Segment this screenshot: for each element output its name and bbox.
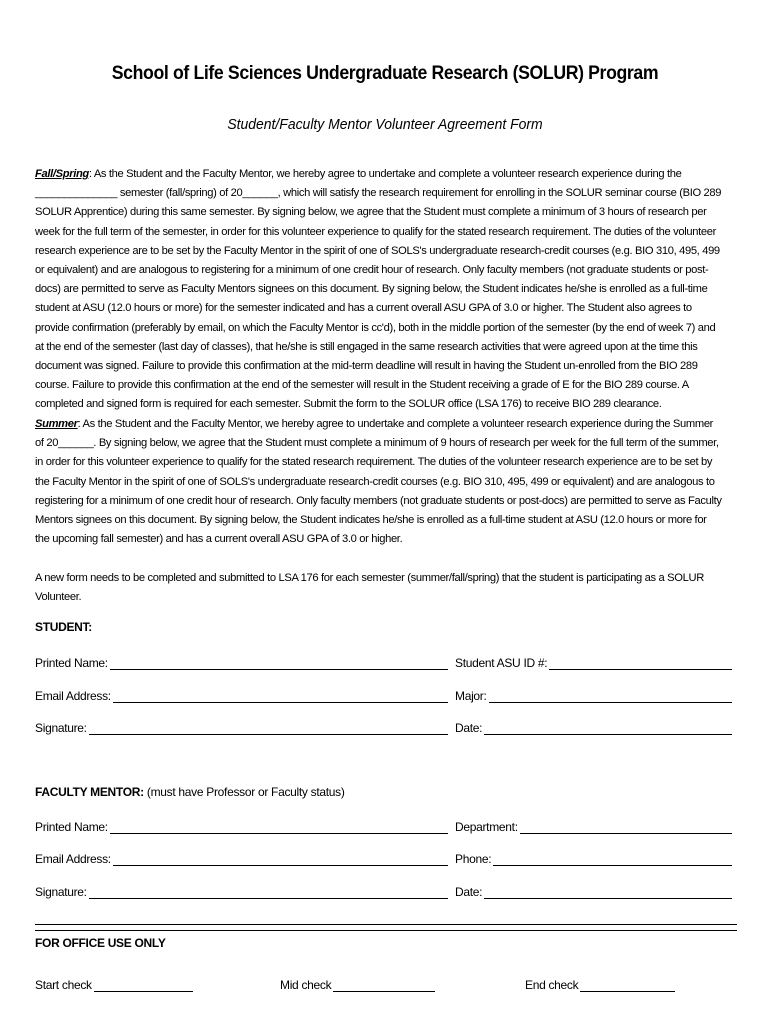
student-printed-name-field[interactable]: [35, 652, 448, 670]
student-asu-id-field[interactable]: [455, 652, 732, 670]
summer-paragraph: [35, 415, 723, 549]
student-major-field[interactable]: [455, 685, 732, 703]
faculty-email-field[interactable]: [35, 848, 448, 866]
faculty-date-label: Date:: [455, 885, 483, 899]
start-check-field[interactable]: [35, 974, 193, 992]
student-date-field[interactable]: [455, 717, 732, 735]
faculty-heading: [35, 785, 345, 799]
faculty-email-label: Email Address:: [35, 852, 111, 866]
faculty-department-field[interactable]: [455, 816, 732, 834]
faculty-signature-field[interactable]: [35, 881, 448, 899]
faculty-phone-line[interactable]: [493, 852, 732, 866]
faculty-department-label: Department:: [455, 820, 518, 834]
student-email-field[interactable]: [35, 685, 448, 703]
student-printed-name-label: Printed Name:: [35, 656, 108, 670]
student-heading: STUDENT:: [35, 620, 92, 634]
office-divider-bottom: [35, 930, 737, 931]
faculty-email-line[interactable]: [113, 852, 448, 866]
fall-spring-lead: Fall/Spring: [35, 168, 89, 180]
faculty-heading-label: FACULTY MENTOR:: [35, 785, 144, 799]
faculty-printed-name-label: Printed Name:: [35, 820, 108, 834]
fall-spring-paragraph: [35, 165, 723, 415]
fall-spring-text: : As the Student and the Faculty Mentor, we hereby agree to undertake and complete a volunteer research experience during the ______________ semester (fall/spring) of 20______, which will satisfy the research requirement for enrolling in the SOLUR seminar course (BIO 289 SOLUR Apprentice) during this same semester. By signing below, we agree that the Student must complete a minimum of 3 hours of research per week for the full term of the semester, in order for this volunteer experience to qualify for the stated research requirement. The duties of the volunteer research experience are to be set by the Faculty Mentor in the spirit of one of SOLS's undergraduate research-credit courses (e.g. BIO 310, 495, 499 or equivalent) and are analogous to registering for a minimum of one credit hour of research. Only faculty members (not graduate students or post-docs) are permitted to serve as Faculty Mentors signees on this document. By signing below, the Student indicates he/she is enrolled as a full-time student at ASU (12.0 hours or more) for the semester indicated and has a current overall ASU GPA of 3.0 or higher. The Student also agrees to provide confirmation (preferably by email, on which the Faculty Mentor is cc'd), both in the middle portion of the semester (by the end of week 7) and at the end of the semester (last day of classes), that he/she is still engaged in the same research activities that were agreed upon at the time this document was signed. Failure to provide this confirmation at the mid-term deadline will result in having the Student un-enrolled from the BIO 289 course. Failure to provide this confirmation at the end of the semester will result in the Student receiving a grade of E for the BIO 289 course. A completed and signed form is required for each semester. Submit the form to the SOLUR office (LSA 176) to receive BIO 289 clearance.: [35, 168, 722, 411]
student-printed-name-line[interactable]: [110, 656, 448, 670]
student-signature-label: Signature:: [35, 721, 87, 735]
student-date-line[interactable]: [484, 721, 732, 735]
faculty-signature-label: Signature:: [35, 885, 87, 899]
student-major-label: Major:: [455, 689, 487, 703]
student-asu-id-label: Student ASU ID #:: [455, 656, 548, 670]
student-signature-field[interactable]: [35, 717, 448, 735]
end-check-line[interactable]: [580, 978, 675, 992]
faculty-phone-field[interactable]: [455, 848, 732, 866]
student-date-label: Date:: [455, 721, 483, 735]
student-email-label: Email Address:: [35, 689, 111, 703]
faculty-printed-name-line[interactable]: [110, 820, 448, 834]
faculty-printed-name-field[interactable]: [35, 816, 448, 834]
form-title: School of Life Sciences Undergraduate Research (SOLUR) Program: [111, 63, 659, 84]
start-check-label: Start check: [35, 978, 92, 992]
office-heading: FOR OFFICE USE ONLY: [35, 936, 166, 950]
faculty-heading-note: (must have Professor or Faculty status): [143, 785, 345, 799]
end-check-field[interactable]: [525, 974, 675, 992]
student-email-line[interactable]: [113, 689, 448, 703]
faculty-department-line[interactable]: [520, 820, 732, 834]
student-major-line[interactable]: [489, 689, 732, 703]
start-check-line[interactable]: [94, 978, 193, 992]
new-form-note: A new form needs to be completed and submitted to LSA 176 for each semester (summer/fall/spring) that the student is participating as a SOLUR Volunteer.: [35, 572, 704, 604]
faculty-date-line[interactable]: [484, 885, 732, 899]
mid-check-line[interactable]: [333, 978, 435, 992]
faculty-signature-line[interactable]: [89, 885, 448, 899]
form-subtitle: Student/Faculty Mentor Volunteer Agreement Form: [227, 116, 543, 133]
summer-lead: Summer: [35, 418, 78, 430]
summer-text: : As the Student and the Faculty Mentor, we hereby agree to undertake and complete a volunteer research experience during the Summer of 20______. By signing below, we agree that the Student must complete a minimum of 9 hours of research per week for the full term of the summer, in order for this volunteer experience to qualify for the stated research requirement. The duties of the volunteer research experience are to be set by the Faculty Mentor in the spirit of one of SOLS's undergraduate research-credit courses (e.g. BIO 310, 495, 499 or equivalent) and are analogous to registering for a minimum of one credit hour of research. Only faculty members (not graduate students or post-docs) are permitted to serve as Faculty Mentors signees on this document. By signing below, the Student indicates he/she is enrolled as a full-time student at ASU (12.0 hours or more for the upcoming fall semester) and has a current overall ASU GPA of 3.0 or higher.: [35, 418, 722, 546]
faculty-date-field[interactable]: [455, 881, 732, 899]
student-signature-line[interactable]: [89, 721, 448, 735]
end-check-label: End check: [525, 978, 579, 992]
office-divider-top: [35, 924, 737, 925]
student-asu-id-line[interactable]: [549, 656, 732, 670]
faculty-phone-label: Phone:: [455, 852, 492, 866]
mid-check-label: Mid check: [280, 978, 332, 992]
mid-check-field[interactable]: [280, 974, 435, 992]
